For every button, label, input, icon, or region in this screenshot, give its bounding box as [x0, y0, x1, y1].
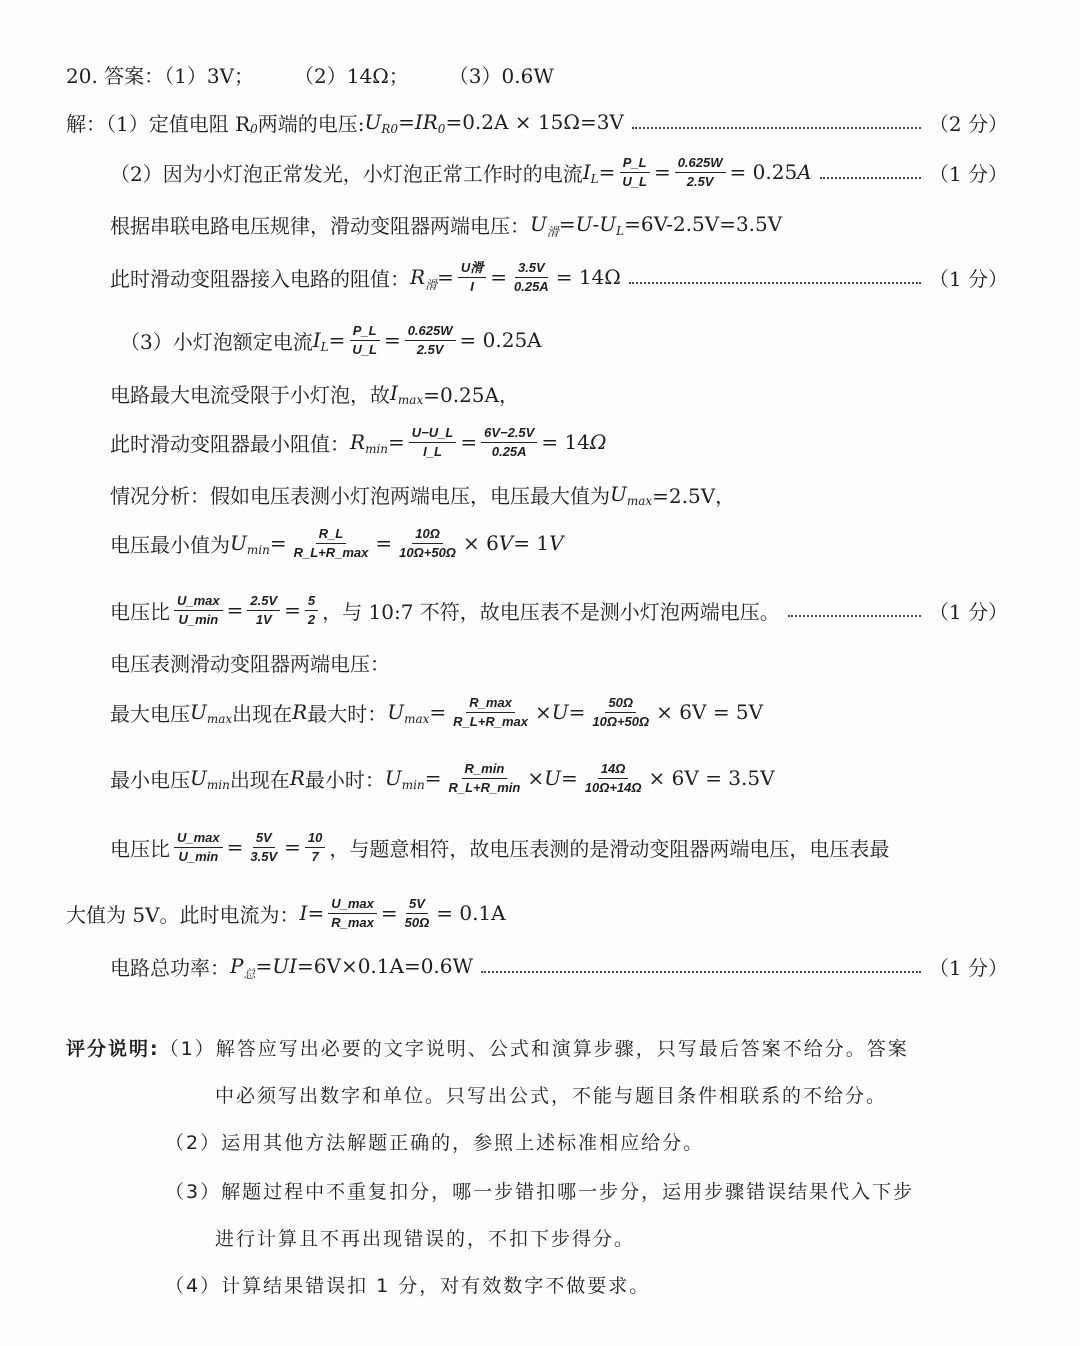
solution-line [110, 523, 564, 563]
text: = [437, 265, 454, 289]
fraction-denominator: 10Ω+14Ω [584, 779, 642, 795]
grading-note-text: （4）计算结果错误扣 1 分，对有效数字不做要求。 [165, 1274, 651, 1297]
fraction [481, 425, 537, 460]
math-variable: I [299, 901, 308, 925]
math-variable: U [190, 766, 207, 790]
fraction-denominator: 0.25A [491, 443, 527, 459]
text: = [560, 766, 578, 790]
fraction-numerator: 5V [253, 830, 275, 848]
solution-line [110, 152, 1008, 192]
text: 根据串联电路电压规律，滑动变阻器两端电压： [110, 213, 530, 238]
math-variable: V [498, 531, 514, 555]
fraction-denominator: U_L [622, 173, 647, 189]
fraction-denominator: 50Ω [404, 914, 430, 930]
text: - [592, 212, 600, 236]
text: = [255, 954, 273, 978]
text: 最大时： [307, 701, 388, 726]
solution-line [66, 54, 554, 94]
fraction-denominator: 1V [255, 611, 272, 627]
subscript: 总 [243, 966, 256, 981]
fraction-numerator: 14Ω [598, 761, 629, 779]
fraction-numerator: 6V−2.5V [481, 425, 537, 443]
solution-line [110, 946, 1008, 986]
text: = 1 [513, 531, 550, 555]
math-variable: U [610, 482, 627, 506]
text: 此时滑动变阻器最小阻值： [110, 431, 350, 456]
fraction-numerator: U_max [328, 896, 377, 914]
fraction-numerator: 50Ω [605, 695, 636, 713]
fraction [396, 526, 459, 561]
math-variable: I [582, 160, 591, 184]
solution-line [110, 827, 889, 867]
text: =6V×0.1A=0.6W [297, 954, 474, 978]
fraction-denominator: R_max [331, 914, 374, 930]
subscript: 滑 [425, 277, 438, 292]
text: = [568, 700, 586, 724]
subscript: min [365, 442, 389, 456]
text: = [398, 110, 415, 134]
text: =0.2A × 15Ω=3V [445, 110, 624, 134]
text: = [307, 901, 325, 925]
subscript: min [401, 778, 425, 792]
fraction-numerator: 0.625W [405, 323, 456, 341]
fraction-denominator: U_min [178, 848, 219, 864]
math-variable: Ω [589, 430, 607, 454]
grading-note-text: （1）解答应写出必要的文字说明、公式和演算步骤，只写最后答案不给分。答案 [159, 1037, 909, 1060]
text: =0.25A， [423, 382, 519, 407]
fraction [328, 896, 377, 931]
score-points: （1 分） [928, 161, 1008, 186]
text: = [558, 212, 576, 236]
dotted-leader [629, 282, 921, 284]
fraction-numerator: 5 [305, 593, 318, 611]
fraction-denominator: R_L+R_max [453, 713, 528, 729]
dotted-leader [632, 127, 921, 129]
math-variable: U [599, 212, 617, 236]
text: = [424, 766, 442, 790]
score-points: （1 分） [928, 599, 1008, 624]
fraction-numerator: 2.5V [247, 593, 280, 611]
fraction-denominator: 2.5V [416, 341, 444, 357]
fraction [445, 761, 523, 796]
fraction-numerator: 3.5V [515, 260, 548, 278]
fraction [291, 526, 372, 561]
fraction [402, 896, 433, 931]
grading-note [165, 1170, 914, 1210]
text: = [490, 265, 507, 289]
subscript: L [616, 224, 625, 238]
grading-note [165, 1264, 650, 1304]
subscript: R0 [381, 122, 399, 136]
dotted-leader [481, 971, 921, 973]
fraction [349, 323, 380, 358]
fraction [619, 155, 650, 190]
text: 电路总功率： [110, 955, 230, 980]
fraction-numerator: P_L [350, 323, 380, 341]
fraction [247, 593, 280, 628]
math-variable: U [530, 212, 547, 236]
fraction-denominator: U_min [178, 611, 219, 627]
text: ，与题意相符，故电压表测的是滑动变阻器两端电压，电压表最 [329, 836, 890, 861]
fraction-numerator: U_max [174, 593, 223, 611]
solution-line [110, 422, 607, 462]
math-variable: U [551, 700, 569, 724]
score-points: （2 分） [928, 111, 1008, 136]
grading-note [66, 1027, 909, 1067]
solution-line [120, 320, 542, 360]
text: 电路最大电流受限于小灯泡，故 [110, 382, 390, 407]
fraction-denominator: 0.25A [514, 278, 549, 294]
text: = [328, 328, 346, 352]
text: = [383, 328, 401, 352]
text: =2.5V， [652, 483, 736, 508]
fraction-denominator: 3.5V [250, 848, 278, 864]
grading-note-text: 进行计算且不再出现错误的，不扣下步得分。 [215, 1227, 636, 1250]
text: 电压最小值为 [110, 532, 230, 557]
fraction [450, 695, 531, 730]
text: = [269, 531, 287, 555]
subscript: max [626, 494, 653, 508]
solution-line [110, 257, 1008, 297]
math-variable: U [384, 766, 402, 790]
fraction [405, 323, 456, 358]
text: （2）因为小灯泡正常发光，小灯泡正常工作时的电流 [110, 161, 583, 186]
text: 情况分析：假如电压表测小灯泡两端电压，电压最大值为 [110, 483, 610, 508]
grading-note-text: 中必须写出数字和单位。只写出公式，不能与题目条件相联系的不给分。 [215, 1084, 888, 1107]
math-variable: I [390, 381, 398, 405]
math-variable: R [289, 766, 305, 790]
text: 最大电压 [110, 701, 190, 726]
text: = [226, 835, 244, 859]
solution-line [66, 102, 1008, 142]
text: × 6 [462, 531, 499, 555]
math-variable: U [544, 766, 561, 790]
text: = [226, 598, 244, 622]
text: × 6V = 5V [656, 700, 764, 724]
text: × 6V = 3.5V [648, 766, 775, 790]
text: 最小时： [304, 767, 385, 792]
text: = 14Ω [555, 265, 621, 289]
subscript: L [590, 172, 599, 186]
fraction-numerator: U_max [174, 830, 223, 848]
solution-line [110, 758, 775, 798]
text: 20. 答案：（1）3V； （2）14Ω； （3）0.6W [66, 63, 554, 88]
fraction-numerator: 0.625W [675, 155, 726, 173]
fraction-numerator: 10 [305, 830, 325, 848]
text: = [653, 160, 671, 184]
text: 电压比 [110, 836, 170, 861]
text: = [598, 160, 616, 184]
fraction-numerator: 5V [406, 896, 428, 914]
math-variable: A [797, 160, 812, 184]
subscript: max [404, 712, 430, 726]
math-variable: I [312, 328, 321, 352]
fraction [589, 695, 652, 730]
text: =6V-2.5V=3.5V [624, 212, 783, 236]
math-variable: U [387, 700, 405, 724]
fraction-denominator: I [470, 278, 474, 294]
subscript: max [206, 712, 233, 726]
text: 大值为 5V。此时电流为： [66, 902, 300, 927]
subscript: L [320, 340, 329, 354]
math-variable: U [364, 110, 382, 134]
text: 电压比 [110, 599, 170, 624]
fraction [174, 830, 223, 865]
dotted-leader [820, 177, 921, 179]
text: = [375, 531, 393, 555]
grading-note-text: （3）解题过程中不重复扣分，哪一步错扣哪一步分，运用步骤错误结果代入下步 [165, 1180, 915, 1203]
score-points: （1 分） [928, 266, 1008, 291]
math-variable: IR [414, 110, 438, 134]
solution-line [110, 373, 519, 413]
solution-line [110, 204, 782, 244]
text: × [534, 700, 552, 724]
text: 出现在 [232, 701, 293, 726]
text: 解：（1）定值电阻 R [66, 111, 251, 136]
text: ，与 10:7 不符，故电压表不是测小灯泡两端电压。 [322, 599, 780, 624]
fraction-numerator: R_max [466, 695, 515, 713]
subscript: min [246, 543, 270, 557]
subscript: 0 [250, 122, 258, 136]
text: = 0.1A [436, 901, 506, 925]
grading-note [165, 1121, 704, 1161]
fraction [582, 761, 645, 796]
grading-note [215, 1074, 887, 1114]
fraction-denominator: I_L [423, 443, 442, 459]
grading-note-label: 评分说明: [66, 1037, 160, 1060]
subscript: min [206, 778, 230, 792]
fraction [458, 260, 486, 295]
fraction-denominator: R_L+R_min [448, 779, 521, 795]
subscript: max [397, 393, 424, 407]
text: 电压表测滑动变阻器两端电压： [110, 651, 390, 676]
text: 最小电压 [110, 767, 190, 792]
fraction-denominator: 2 [307, 611, 316, 627]
math-variable: R [292, 700, 308, 724]
math-variable: U [575, 212, 593, 236]
subscript: 滑 [546, 224, 559, 239]
fraction-numerator: U−U_L [409, 425, 457, 443]
grading-note [215, 1217, 635, 1257]
math-variable: UI [272, 954, 298, 978]
solution-line [110, 692, 763, 732]
fraction-denominator: U_L [352, 341, 377, 357]
subscript: 0 [437, 122, 446, 136]
text: = [388, 430, 405, 454]
fraction [511, 260, 552, 295]
fraction-denominator: 7 [311, 848, 319, 864]
text: × [527, 766, 545, 790]
text: = [284, 598, 301, 622]
text: = [429, 700, 447, 724]
text: 两端的电压: [257, 111, 365, 136]
fraction-numerator: 10Ω [412, 526, 443, 544]
fraction-numerator: R_min [462, 761, 508, 779]
text: 出现在 [229, 767, 290, 792]
solution-line [66, 893, 506, 933]
text: = [380, 901, 398, 925]
text: = [460, 430, 478, 454]
fraction-numerator: U滑 [458, 260, 486, 278]
fraction-denominator: 2.5V [686, 173, 714, 189]
text: 此时滑动变阻器接入电路的阻值： [110, 266, 410, 291]
fraction [675, 155, 726, 190]
text: = 0.25A [459, 328, 542, 352]
solution-line [110, 642, 390, 682]
grading-note-text: （2）运用其他方法解题正确的，参照上述标准相应给分。 [165, 1131, 705, 1154]
fraction [409, 425, 457, 460]
score-points: （1 分） [928, 955, 1008, 980]
fraction-denominator: R_L+R_max [293, 544, 369, 560]
fraction [305, 593, 318, 628]
text: = 14 [541, 430, 590, 454]
text: = 0.25 [729, 160, 798, 184]
math-variable: U [230, 531, 247, 555]
fraction-denominator: 10Ω+50Ω [399, 544, 456, 560]
text: （3）小灯泡额定电流 [120, 329, 313, 354]
math-variable: U [190, 700, 207, 724]
math-variable: R [350, 430, 366, 454]
fraction [247, 830, 280, 865]
math-variable: R [410, 265, 426, 289]
fraction [174, 593, 223, 628]
fraction [305, 830, 325, 865]
dotted-leader [788, 615, 921, 617]
text: = [284, 835, 301, 859]
fraction-numerator: P_L [620, 155, 650, 173]
math-variable: V [549, 531, 564, 555]
fraction-denominator: 10Ω+50Ω [592, 713, 650, 729]
fraction-numerator: R_L [316, 526, 347, 544]
solution-line [110, 590, 1008, 630]
solution-line [110, 474, 735, 514]
math-variable: P [230, 954, 244, 978]
